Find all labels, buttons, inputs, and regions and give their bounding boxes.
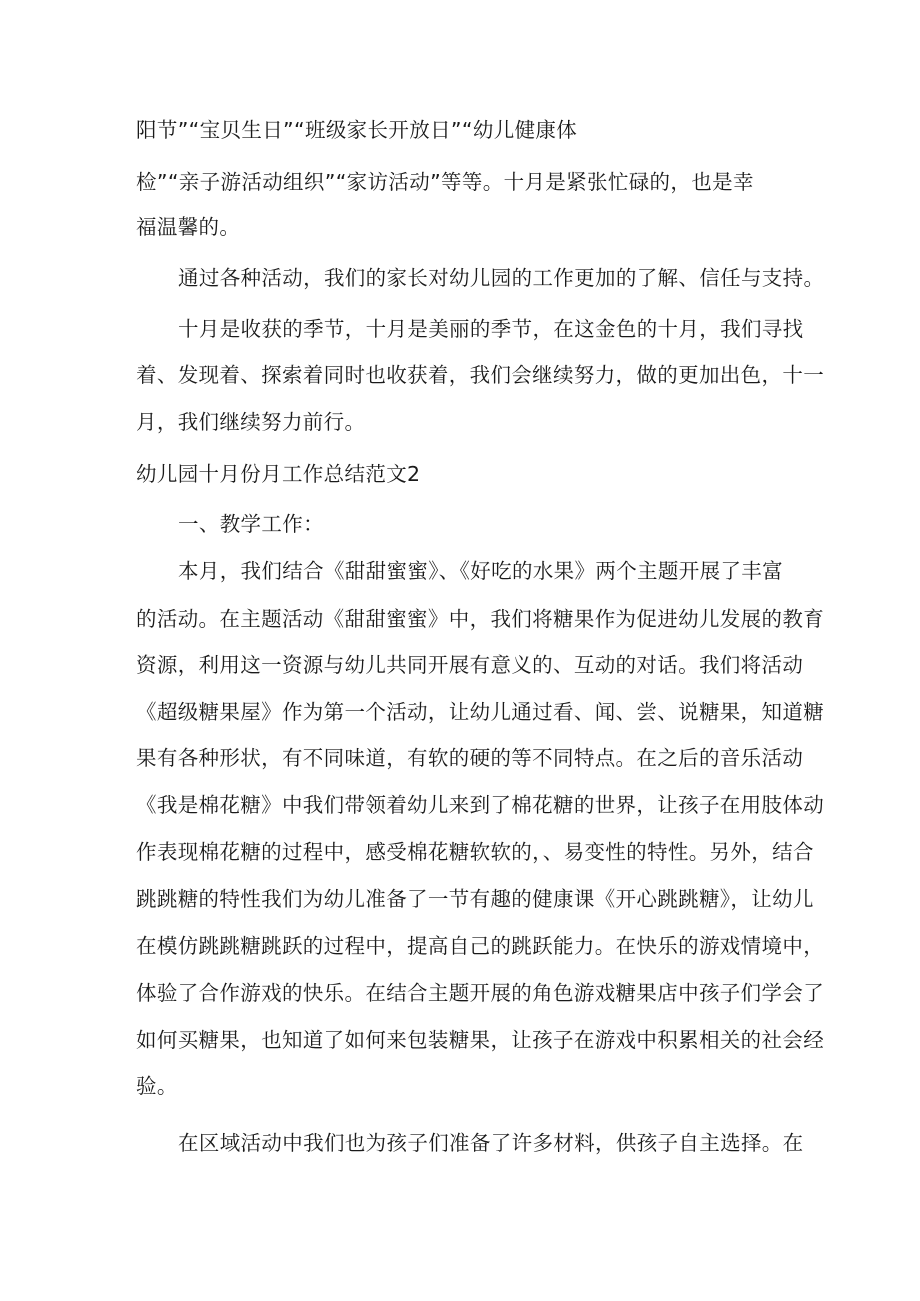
text-line: 在模仿跳跳糖跳跃的过程中，提高自己的跳跃能力。在快乐的游戏情境中， (136, 934, 825, 958)
text-line: 着、发现着、探索着同时也收获着，我们会继续努力，做的更加出色，十一 (136, 363, 825, 387)
text-line: 体验了合作游戏的快乐。在结合主题开展的角色游戏糖果店中孩子们学会了 (136, 981, 825, 1005)
text-line: 果有各种形状，有不同味道，有软的硬的等不同特点。在之后的音乐活动 (136, 746, 804, 770)
text-line: 作表现棉花糖的过程中，感受棉花糖软软的，、易变性的特性。另外，结合 (136, 840, 814, 864)
text-line: 通过各种活动，我们的家长对幼儿园的工作更加的了解、信任与支持。 (178, 266, 825, 290)
text-line: 月，我们继续努力前行。 (136, 410, 366, 434)
text-line: 福温馨的。 (136, 215, 241, 239)
section-heading: 幼儿园十月份月工作总结范文2 (136, 462, 421, 486)
text-line: 《我是棉花糖》中我们带领着幼儿来到了棉花糖的世界，让孩子在用肢体动 (136, 793, 825, 817)
text-line: 如何买糖果，也知道了如何来包装糖果，让孩子在游戏中积累相关的社会经 (136, 1028, 825, 1052)
subsection-heading: 一、教学工作： (178, 512, 324, 536)
text-line: 本月，我们结合《甜甜蜜蜜》、《好吃的水果》两个主题开展了丰富 (178, 559, 783, 583)
text-line: 阳节”“宝贝生日”“班级家长开放日”“幼儿健康体 (136, 118, 578, 142)
text-line: 检”“亲子游活动组织”“家访活动”等等。十月是紧张忙碌的，也是幸 (136, 170, 754, 194)
text-line: 资源，利用这一资源与幼儿共同开展有意义的、互动的对话。我们将活动 (136, 653, 804, 677)
text-line: 《超级糖果屋》作为第一个活动，让幼儿通过看、闻、尝、说糖果，知道糖 (136, 700, 825, 724)
text-line: 跳跳糖的特性我们为幼儿准备了一节有趣的健康课《开心跳跳糖》，让幼儿 (136, 887, 814, 911)
text-line: 在区域活动中我们也为孩子们准备了许多材料，供孩子自主选择。在 (178, 1131, 804, 1155)
text-line: 十月是收获的季节，十月是美丽的季节，在这金色的十月，我们寻找 (178, 317, 804, 341)
text-line: 验。 (136, 1074, 178, 1098)
text-line: 的活动。在主题活动《甜甜蜜蜜》中，我们将糖果作为促进幼儿发展的教育 (136, 607, 825, 631)
